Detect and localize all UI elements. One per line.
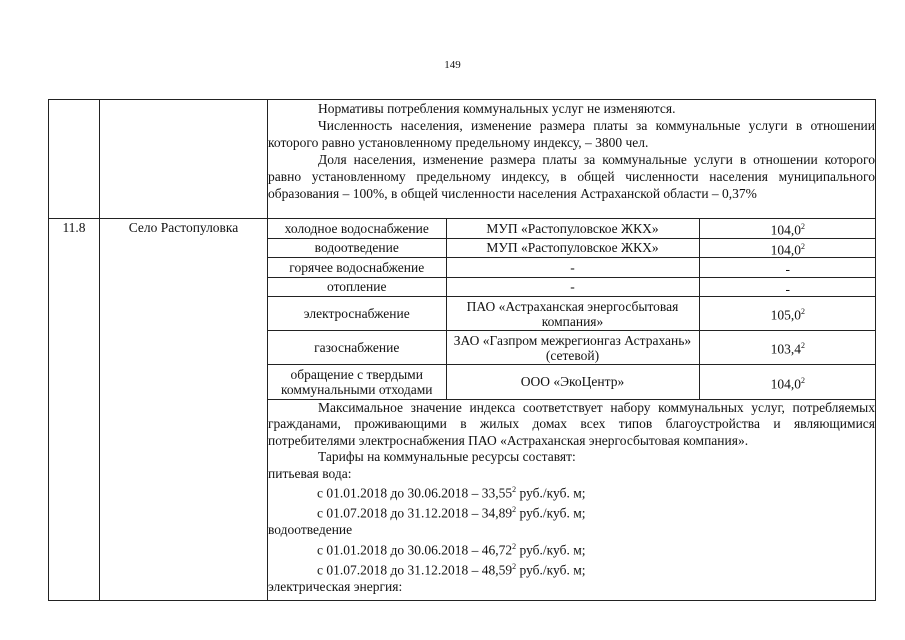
provider-name: ЗАО «Газпром межрегионгаз Астрахань» (сетевой) <box>446 331 699 365</box>
service-row <box>268 297 876 331</box>
service-row <box>268 277 876 297</box>
paragraph: Максимальное значение индекса соответствует набору коммунальных услуг, потребляемых гражданами, проживающими в жилых домах всех типов благоустройства и являющимися потребителями электроснабжения ПАО «Астраханская энергосбытовая компания». <box>268 399 875 448</box>
provider-name: МУП «Растопуловское ЖКХ» <box>446 219 699 238</box>
tariff-label: водоотведение <box>268 522 353 537</box>
tariff-line: с 01.01.2018 до 30.06.2018 – 46,72$^2$ руб./куб. м; <box>317 541 586 557</box>
empty-number-cell <box>49 100 100 219</box>
tariff-line: с 01.01.2018 до 30.06.2018 – 33,55$^2$ руб./куб. м; <box>317 485 586 501</box>
index-value: 104,0$^2$ <box>699 365 876 399</box>
provider-name: ООО «ЭкоЦентр» <box>446 365 699 399</box>
service-row <box>268 365 876 399</box>
index-value: 104,0$^2$ <box>699 219 876 238</box>
paragraph: Нормативы потребления коммунальных услуг не изменяются. <box>318 101 676 116</box>
provider-name: МУП «Растопуловское ЖКХ» <box>446 238 699 258</box>
row-number: 11.8 <box>49 219 100 601</box>
tariff-line: с 01.07.2018 до 31.12.2018 – 34,89$^2$ руб./куб. м; <box>317 505 586 521</box>
paragraph: Численность населения, изменение размера платы за коммунальные услуги в отношении которого равно установленному предельному индексу, – 3800 чел. <box>268 118 875 150</box>
service-name: электроснабжение <box>268 297 446 331</box>
service-row <box>268 258 876 278</box>
service-name: холодное водоснабжение <box>268 219 446 238</box>
service-name: горячее водоснабжение <box>268 258 446 278</box>
services-table <box>268 219 876 399</box>
service-name: обращение с твердыми коммунальными отходами <box>268 365 446 399</box>
settlement-name: Село Растопуловка <box>100 219 268 601</box>
paragraph: Доля населения, изменение размера платы за коммунальные услуги в отношении которого равно установленному предельному индексу, в общей численности населения муниципального образования – 100%, в общей численности населения Астраханской области – 0,37% <box>268 152 875 201</box>
provider-name: - <box>446 258 699 278</box>
service-name: отопление <box>268 277 446 297</box>
empty-name-cell <box>100 100 268 219</box>
table-row <box>49 100 876 219</box>
page-number: 149 <box>444 59 461 71</box>
service-name: водоотведение <box>268 238 446 258</box>
index-value: 104,0$^2$ <box>699 238 876 258</box>
index-value: - <box>699 277 876 297</box>
services-cell <box>268 219 876 400</box>
service-row <box>268 238 876 258</box>
table-row <box>49 219 876 400</box>
service-row <box>268 331 876 365</box>
provider-name: - <box>446 277 699 297</box>
tariff-table <box>48 99 876 601</box>
index-value: - <box>699 258 876 278</box>
index-value: 105,0$^2$ <box>699 297 876 331</box>
paragraph: Тарифы на коммунальные ресурсы составят: <box>318 449 576 464</box>
top-text-cell <box>268 100 876 219</box>
bottom-text-cell <box>268 399 876 601</box>
tariff-label: электрическая энергия: <box>268 578 403 594</box>
service-name: газоснабжение <box>268 331 446 365</box>
index-value: 103,4$^2$ <box>699 331 876 365</box>
service-row <box>268 219 876 238</box>
tariff-line: с 01.07.2018 до 31.12.2018 – 48,59$^2$ руб./куб. м; <box>317 561 586 577</box>
provider-name: ПАО «Астраханская энергосбытовая компания» <box>446 297 699 331</box>
tariff-label: питьевая вода: <box>268 465 352 481</box>
